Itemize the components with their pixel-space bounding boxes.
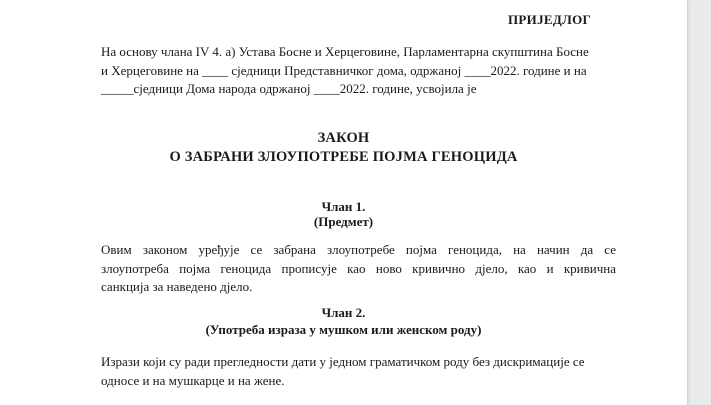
article-2-heading: Члан 2. [321,305,366,320]
law-title: ЗАКОН [317,130,370,146]
proposal-label: ПРИЈЕДЛОГ [508,12,592,27]
article-1-line: Овим законом уређује се забрана злоупотребе појма геноцида, на начин да се [101,242,616,257]
intro-line: На основу члана IV 4. а) Устава Босне и Херцеговине, Парламентарна скупштина Босне [101,44,589,59]
intro-line: и Херцеговине на ____ сједници Представничког дома, одржаној ____2022. године и на [101,62,587,78]
article-2-line: односе и на мушкарце и на жене. [101,372,285,388]
article-2-body [101,353,616,390]
intro-paragraph [101,43,616,99]
article-1-subheading: (Предмет) [313,214,374,229]
article-1-heading: Члан 1. [321,199,366,214]
article-2-line: Изрази који су ради прегледности дати у једном граматичком роду без дискримације се [101,354,585,369]
article-2-subheading: (Употреба израза у мушком или женском роду) [205,322,482,337]
article-1-line: санкција за наведено дјело. [101,279,253,294]
law-subtitle: О ЗАБРАНИ ЗЛОУПОТРЕБЕ ПОЈМА ГЕНОЦИДА [169,149,518,165]
article-1-body [101,241,616,297]
article-1-line: злоупотреба појма геноцида прописује као ново кривично дјело, као и кривична [101,260,616,276]
intro-line: _____сједници Дома народа одржаној ____2022. године, усвојила је [101,81,477,96]
